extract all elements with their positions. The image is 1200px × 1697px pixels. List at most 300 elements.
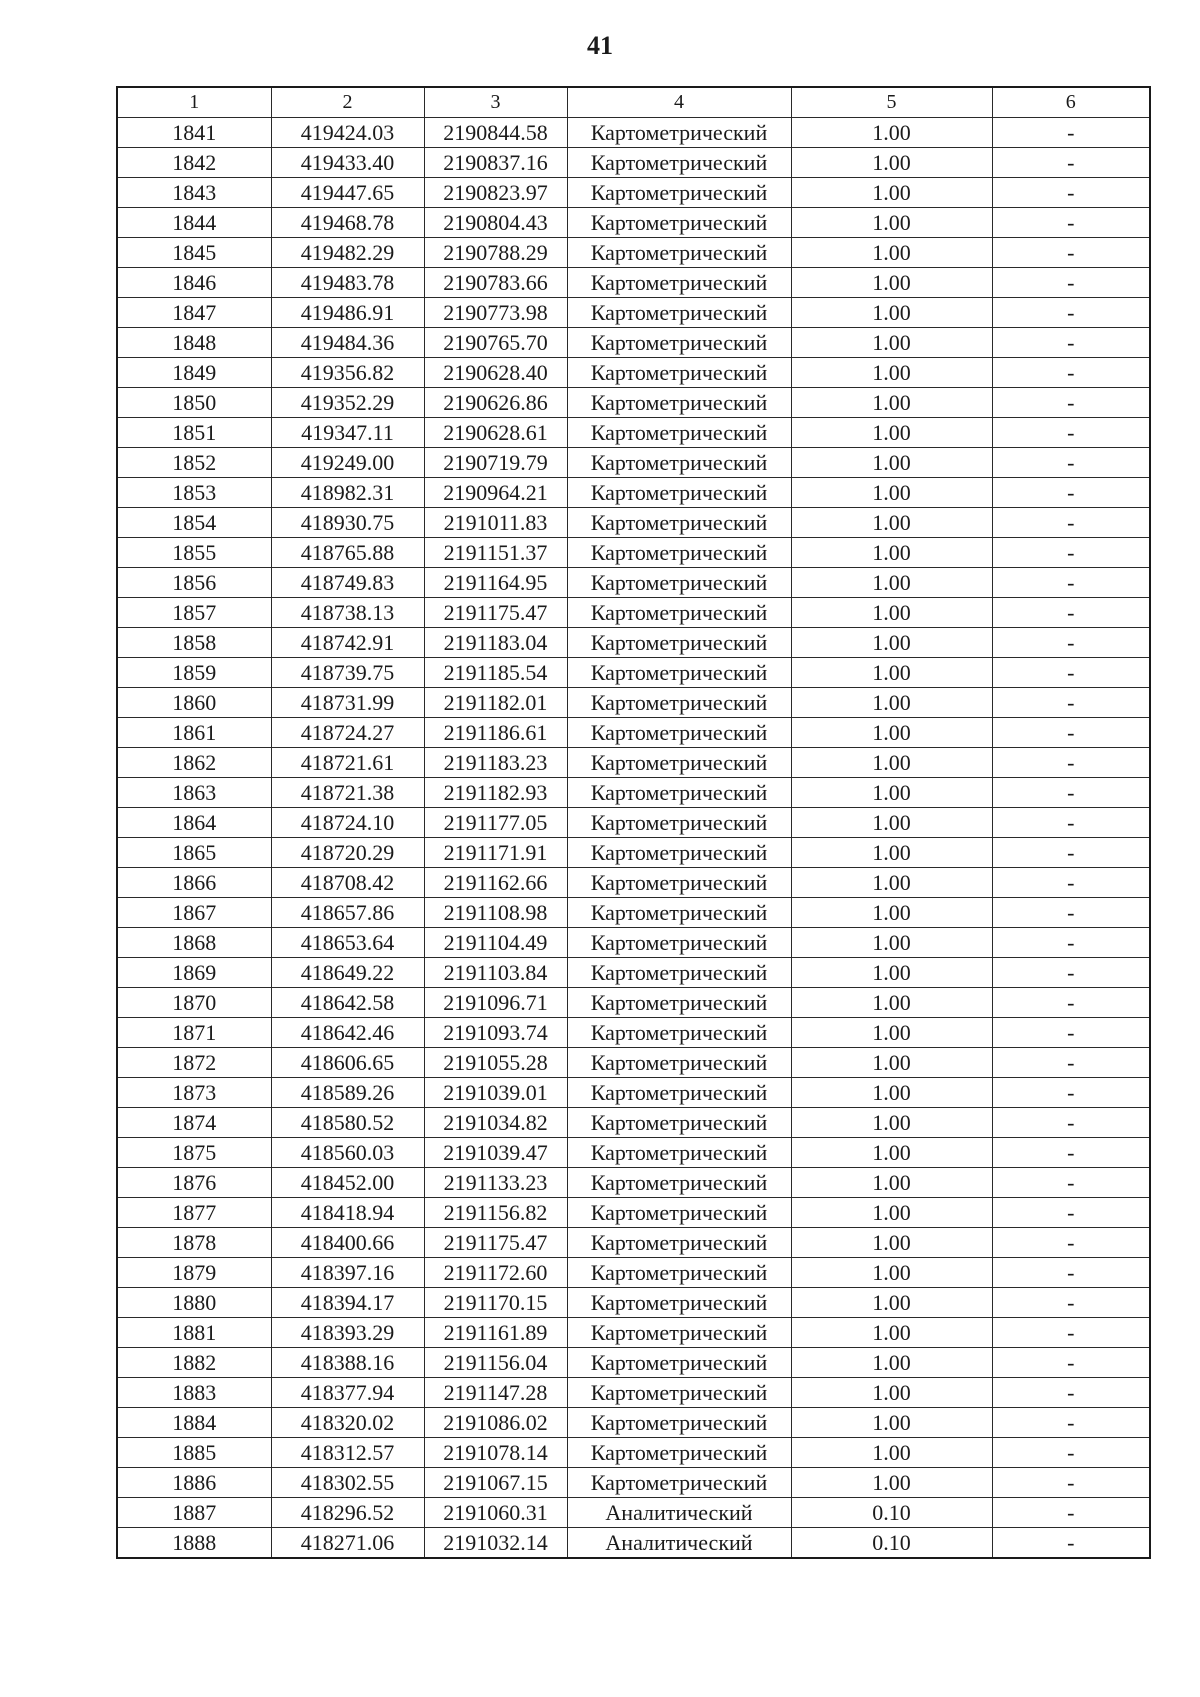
point-number-cell: 1850 <box>117 388 271 418</box>
method-cell: Картометрический <box>567 148 791 178</box>
point-number-cell: 1864 <box>117 808 271 838</box>
table-row <box>117 328 1150 358</box>
point-number-cell: 1857 <box>117 598 271 628</box>
table-row <box>117 628 1150 658</box>
table-row <box>117 1078 1150 1108</box>
note-cell: - <box>992 118 1150 148</box>
accuracy-cell: 1.00 <box>791 298 992 328</box>
x-coordinate-cell: 418418.94 <box>271 1198 424 1228</box>
x-coordinate-cell: 418765.88 <box>271 538 424 568</box>
y-coordinate-cell: 2190823.97 <box>424 178 567 208</box>
table-row <box>117 268 1150 298</box>
point-number-cell: 1881 <box>117 1318 271 1348</box>
table-row <box>117 448 1150 478</box>
table-row <box>117 388 1150 418</box>
x-coordinate-cell: 418930.75 <box>271 508 424 538</box>
point-number-cell: 1884 <box>117 1408 271 1438</box>
table-body <box>117 118 1150 1559</box>
x-coordinate-cell: 419433.40 <box>271 148 424 178</box>
point-number-cell: 1885 <box>117 1438 271 1468</box>
table-row <box>117 298 1150 328</box>
accuracy-cell: 1.00 <box>791 1078 992 1108</box>
method-cell: Картометрический <box>567 958 791 988</box>
accuracy-cell: 1.00 <box>791 118 992 148</box>
note-cell: - <box>992 928 1150 958</box>
x-coordinate-cell: 418589.26 <box>271 1078 424 1108</box>
note-cell: - <box>992 1378 1150 1408</box>
x-coordinate-cell: 418397.16 <box>271 1258 424 1288</box>
table-row <box>117 1168 1150 1198</box>
accuracy-cell: 1.00 <box>791 478 992 508</box>
table-row <box>117 1498 1150 1528</box>
table-row <box>117 1288 1150 1318</box>
x-coordinate-cell: 418377.94 <box>271 1378 424 1408</box>
method-cell: Картометрический <box>567 1198 791 1228</box>
table-row <box>117 718 1150 748</box>
y-coordinate-cell: 2191104.49 <box>424 928 567 958</box>
y-coordinate-cell: 2191151.37 <box>424 538 567 568</box>
table-row <box>117 568 1150 598</box>
accuracy-cell: 1.00 <box>791 1318 992 1348</box>
y-coordinate-cell: 2191067.15 <box>424 1468 567 1498</box>
method-cell: Картометрический <box>567 1168 791 1198</box>
accuracy-cell: 1.00 <box>791 1228 992 1258</box>
note-cell: - <box>992 418 1150 448</box>
point-number-cell: 1883 <box>117 1378 271 1408</box>
table-row <box>117 418 1150 448</box>
table-row <box>117 1468 1150 1498</box>
note-cell: - <box>992 1228 1150 1258</box>
x-coordinate-cell: 418657.86 <box>271 898 424 928</box>
note-cell: - <box>992 808 1150 838</box>
y-coordinate-cell: 2191060.31 <box>424 1498 567 1528</box>
point-number-cell: 1844 <box>117 208 271 238</box>
y-coordinate-cell: 2191175.47 <box>424 1228 567 1258</box>
accuracy-cell: 1.00 <box>791 688 992 718</box>
x-coordinate-cell: 419424.03 <box>271 118 424 148</box>
method-cell: Картометрический <box>567 358 791 388</box>
y-coordinate-cell: 2191055.28 <box>424 1048 567 1078</box>
note-cell: - <box>992 1018 1150 1048</box>
x-coordinate-cell: 418580.52 <box>271 1108 424 1138</box>
accuracy-cell: 1.00 <box>791 1348 992 1378</box>
note-cell: - <box>992 1408 1150 1438</box>
accuracy-cell: 1.00 <box>791 898 992 928</box>
x-coordinate-cell: 419484.36 <box>271 328 424 358</box>
point-number-cell: 1842 <box>117 148 271 178</box>
note-cell: - <box>992 628 1150 658</box>
x-coordinate-cell: 418982.31 <box>271 478 424 508</box>
table-row <box>117 1318 1150 1348</box>
y-coordinate-cell: 2191034.82 <box>424 1108 567 1138</box>
column-header: 1 <box>117 87 271 118</box>
table-row <box>117 208 1150 238</box>
method-cell: Картометрический <box>567 778 791 808</box>
method-cell: Картометрический <box>567 868 791 898</box>
y-coordinate-cell: 2191147.28 <box>424 1378 567 1408</box>
y-coordinate-cell: 2191103.84 <box>424 958 567 988</box>
point-number-cell: 1888 <box>117 1528 271 1559</box>
point-number-cell: 1847 <box>117 298 271 328</box>
note-cell: - <box>992 508 1150 538</box>
note-cell: - <box>992 718 1150 748</box>
table-row <box>117 598 1150 628</box>
note-cell: - <box>992 1318 1150 1348</box>
method-cell: Картометрический <box>567 1288 791 1318</box>
y-coordinate-cell: 2190844.58 <box>424 118 567 148</box>
method-cell: Картометрический <box>567 298 791 328</box>
y-coordinate-cell: 2191164.95 <box>424 568 567 598</box>
method-cell: Картометрический <box>567 1348 791 1378</box>
point-number-cell: 1882 <box>117 1348 271 1378</box>
x-coordinate-cell: 419482.29 <box>271 238 424 268</box>
point-number-cell: 1856 <box>117 568 271 598</box>
x-coordinate-cell: 418394.17 <box>271 1288 424 1318</box>
y-coordinate-cell: 2191086.02 <box>424 1408 567 1438</box>
point-number-cell: 1887 <box>117 1498 271 1528</box>
x-coordinate-cell: 419249.00 <box>271 448 424 478</box>
x-coordinate-cell: 418393.29 <box>271 1318 424 1348</box>
y-coordinate-cell: 2190765.70 <box>424 328 567 358</box>
point-number-cell: 1865 <box>117 838 271 868</box>
y-coordinate-cell: 2191078.14 <box>424 1438 567 1468</box>
method-cell: Картометрический <box>567 1138 791 1168</box>
table-row <box>117 1228 1150 1258</box>
accuracy-cell: 1.00 <box>791 1168 992 1198</box>
point-number-cell: 1880 <box>117 1288 271 1318</box>
point-number-cell: 1849 <box>117 358 271 388</box>
x-coordinate-cell: 418731.99 <box>271 688 424 718</box>
accuracy-cell: 1.00 <box>791 778 992 808</box>
note-cell: - <box>992 1108 1150 1138</box>
y-coordinate-cell: 2191011.83 <box>424 508 567 538</box>
note-cell: - <box>992 298 1150 328</box>
method-cell: Картометрический <box>567 1378 791 1408</box>
point-number-cell: 1848 <box>117 328 271 358</box>
note-cell: - <box>992 448 1150 478</box>
y-coordinate-cell: 2190837.16 <box>424 148 567 178</box>
y-coordinate-cell: 2191182.93 <box>424 778 567 808</box>
accuracy-cell: 0.10 <box>791 1498 992 1528</box>
x-coordinate-cell: 418320.02 <box>271 1408 424 1438</box>
note-cell: - <box>992 208 1150 238</box>
method-cell: Картометрический <box>567 238 791 268</box>
point-number-cell: 1871 <box>117 1018 271 1048</box>
x-coordinate-cell: 419347.11 <box>271 418 424 448</box>
note-cell: - <box>992 1168 1150 1198</box>
note-cell: - <box>992 238 1150 268</box>
accuracy-cell: 1.00 <box>791 268 992 298</box>
y-coordinate-cell: 2191096.71 <box>424 988 567 1018</box>
method-cell: Картометрический <box>567 1468 791 1498</box>
y-coordinate-cell: 2191171.91 <box>424 838 567 868</box>
y-coordinate-cell: 2190804.43 <box>424 208 567 238</box>
method-cell: Картометрический <box>567 508 791 538</box>
table-row <box>117 838 1150 868</box>
accuracy-cell: 1.00 <box>791 1468 992 1498</box>
x-coordinate-cell: 418653.64 <box>271 928 424 958</box>
point-number-cell: 1886 <box>117 1468 271 1498</box>
table-row <box>117 1438 1150 1468</box>
accuracy-cell: 1.00 <box>791 748 992 778</box>
accuracy-cell: 1.00 <box>791 808 992 838</box>
x-coordinate-cell: 418649.22 <box>271 958 424 988</box>
page-number: 41 <box>587 31 613 60</box>
method-cell: Картометрический <box>567 928 791 958</box>
accuracy-cell: 1.00 <box>791 658 992 688</box>
point-number-cell: 1872 <box>117 1048 271 1078</box>
point-number-cell: 1862 <box>117 748 271 778</box>
note-cell: - <box>992 1258 1150 1288</box>
y-coordinate-cell: 2191161.89 <box>424 1318 567 1348</box>
x-coordinate-cell: 418739.75 <box>271 658 424 688</box>
accuracy-cell: 1.00 <box>791 988 992 1018</box>
accuracy-cell: 1.00 <box>791 1258 992 1288</box>
accuracy-cell: 0.10 <box>791 1528 992 1559</box>
point-number-cell: 1867 <box>117 898 271 928</box>
method-cell: Картометрический <box>567 1438 791 1468</box>
coordinates-table <box>116 86 1151 1559</box>
column-header: 6 <box>992 87 1150 118</box>
method-cell: Картометрический <box>567 988 791 1018</box>
accuracy-cell: 1.00 <box>791 1048 992 1078</box>
table-row <box>117 778 1150 808</box>
note-cell: - <box>992 1528 1150 1559</box>
accuracy-cell: 1.00 <box>791 238 992 268</box>
table-row <box>117 1018 1150 1048</box>
method-cell: Картометрический <box>567 448 791 478</box>
method-cell: Картометрический <box>567 118 791 148</box>
x-coordinate-cell: 418642.46 <box>271 1018 424 1048</box>
table-row <box>117 688 1150 718</box>
y-coordinate-cell: 2191186.61 <box>424 718 567 748</box>
y-coordinate-cell: 2190964.21 <box>424 478 567 508</box>
table-row <box>117 1528 1150 1559</box>
y-coordinate-cell: 2191156.82 <box>424 1198 567 1228</box>
x-coordinate-cell: 418721.38 <box>271 778 424 808</box>
method-cell: Картометрический <box>567 418 791 448</box>
table-row <box>117 148 1150 178</box>
note-cell: - <box>992 538 1150 568</box>
x-coordinate-cell: 418742.91 <box>271 628 424 658</box>
method-cell: Картометрический <box>567 1048 791 1078</box>
method-cell: Картометрический <box>567 1108 791 1138</box>
table-row <box>117 478 1150 508</box>
column-header: 3 <box>424 87 567 118</box>
point-number-cell: 1869 <box>117 958 271 988</box>
note-cell: - <box>992 1468 1150 1498</box>
table-row <box>117 868 1150 898</box>
accuracy-cell: 1.00 <box>791 418 992 448</box>
y-coordinate-cell: 2191039.47 <box>424 1138 567 1168</box>
accuracy-cell: 1.00 <box>791 388 992 418</box>
y-coordinate-cell: 2191156.04 <box>424 1348 567 1378</box>
y-coordinate-cell: 2191039.01 <box>424 1078 567 1108</box>
accuracy-cell: 1.00 <box>791 538 992 568</box>
point-number-cell: 1854 <box>117 508 271 538</box>
method-cell: Картометрический <box>567 268 791 298</box>
point-number-cell: 1866 <box>117 868 271 898</box>
point-number-cell: 1846 <box>117 268 271 298</box>
accuracy-cell: 1.00 <box>791 1438 992 1468</box>
point-number-cell: 1870 <box>117 988 271 1018</box>
point-number-cell: 1873 <box>117 1078 271 1108</box>
point-number-cell: 1875 <box>117 1138 271 1168</box>
table-row <box>117 988 1150 1018</box>
note-cell: - <box>992 1048 1150 1078</box>
table-row <box>117 508 1150 538</box>
x-coordinate-cell: 419468.78 <box>271 208 424 238</box>
point-number-cell: 1876 <box>117 1168 271 1198</box>
note-cell: - <box>992 1348 1150 1378</box>
accuracy-cell: 1.00 <box>791 1018 992 1048</box>
note-cell: - <box>992 178 1150 208</box>
table-row <box>117 1198 1150 1228</box>
note-cell: - <box>992 358 1150 388</box>
accuracy-cell: 1.00 <box>791 568 992 598</box>
x-coordinate-cell: 418302.55 <box>271 1468 424 1498</box>
note-cell: - <box>992 688 1150 718</box>
x-coordinate-cell: 419447.65 <box>271 178 424 208</box>
accuracy-cell: 1.00 <box>791 448 992 478</box>
method-cell: Картометрический <box>567 388 791 418</box>
y-coordinate-cell: 2191182.01 <box>424 688 567 718</box>
note-cell: - <box>992 328 1150 358</box>
method-cell: Аналитический <box>567 1498 791 1528</box>
y-coordinate-cell: 2190719.79 <box>424 448 567 478</box>
x-coordinate-cell: 418724.27 <box>271 718 424 748</box>
x-coordinate-cell: 418720.29 <box>271 838 424 868</box>
y-coordinate-cell: 2190783.66 <box>424 268 567 298</box>
accuracy-cell: 1.00 <box>791 1288 992 1318</box>
x-coordinate-cell: 418606.65 <box>271 1048 424 1078</box>
table-row <box>117 958 1150 988</box>
accuracy-cell: 1.00 <box>791 628 992 658</box>
note-cell: - <box>992 838 1150 868</box>
table-row <box>117 808 1150 838</box>
accuracy-cell: 1.00 <box>791 928 992 958</box>
y-coordinate-cell: 2191133.23 <box>424 1168 567 1198</box>
accuracy-cell: 1.00 <box>791 358 992 388</box>
column-header: 5 <box>791 87 992 118</box>
y-coordinate-cell: 2191032.14 <box>424 1528 567 1559</box>
header-row <box>117 87 1150 118</box>
table-row <box>117 1348 1150 1378</box>
note-cell: - <box>992 658 1150 688</box>
method-cell: Картометрический <box>567 1258 791 1288</box>
y-coordinate-cell: 2191185.54 <box>424 658 567 688</box>
method-cell: Картометрический <box>567 1078 791 1108</box>
note-cell: - <box>992 1498 1150 1528</box>
note-cell: - <box>992 1138 1150 1168</box>
table-row <box>117 358 1150 388</box>
method-cell: Картометрический <box>567 718 791 748</box>
x-coordinate-cell: 418296.52 <box>271 1498 424 1528</box>
note-cell: - <box>992 1198 1150 1228</box>
note-cell: - <box>992 478 1150 508</box>
method-cell: Картометрический <box>567 328 791 358</box>
accuracy-cell: 1.00 <box>791 1378 992 1408</box>
table-row <box>117 898 1150 928</box>
x-coordinate-cell: 418271.06 <box>271 1528 424 1559</box>
accuracy-cell: 1.00 <box>791 958 992 988</box>
point-number-cell: 1853 <box>117 478 271 508</box>
y-coordinate-cell: 2191162.66 <box>424 868 567 898</box>
note-cell: - <box>992 1078 1150 1108</box>
method-cell: Картометрический <box>567 808 791 838</box>
x-coordinate-cell: 418738.13 <box>271 598 424 628</box>
column-header: 4 <box>567 87 791 118</box>
method-cell: Картометрический <box>567 1018 791 1048</box>
point-number-cell: 1841 <box>117 118 271 148</box>
point-number-cell: 1845 <box>117 238 271 268</box>
method-cell: Картометрический <box>567 1408 791 1438</box>
method-cell: Картометрический <box>567 838 791 868</box>
table-row <box>117 658 1150 688</box>
accuracy-cell: 1.00 <box>791 1138 992 1168</box>
x-coordinate-cell: 418749.83 <box>271 568 424 598</box>
method-cell: Картометрический <box>567 478 791 508</box>
accuracy-cell: 1.00 <box>791 598 992 628</box>
note-cell: - <box>992 148 1150 178</box>
point-number-cell: 1877 <box>117 1198 271 1228</box>
table-row <box>117 1138 1150 1168</box>
accuracy-cell: 1.00 <box>791 328 992 358</box>
table-row <box>117 1258 1150 1288</box>
accuracy-cell: 1.00 <box>791 868 992 898</box>
point-number-cell: 1879 <box>117 1258 271 1288</box>
table-row <box>117 118 1150 148</box>
accuracy-cell: 1.00 <box>791 1108 992 1138</box>
method-cell: Аналитический <box>567 1528 791 1559</box>
point-number-cell: 1868 <box>117 928 271 958</box>
table-row <box>117 1378 1150 1408</box>
method-cell: Картометрический <box>567 688 791 718</box>
point-number-cell: 1858 <box>117 628 271 658</box>
note-cell: - <box>992 598 1150 628</box>
method-cell: Картометрический <box>567 598 791 628</box>
table-row <box>117 1408 1150 1438</box>
method-cell: Картометрический <box>567 658 791 688</box>
y-coordinate-cell: 2191093.74 <box>424 1018 567 1048</box>
note-cell: - <box>992 568 1150 598</box>
accuracy-cell: 1.00 <box>791 508 992 538</box>
y-coordinate-cell: 2191183.23 <box>424 748 567 778</box>
point-number-cell: 1878 <box>117 1228 271 1258</box>
x-coordinate-cell: 418708.42 <box>271 868 424 898</box>
accuracy-cell: 1.00 <box>791 148 992 178</box>
note-cell: - <box>992 778 1150 808</box>
x-coordinate-cell: 419483.78 <box>271 268 424 298</box>
table-row <box>117 538 1150 568</box>
table-row <box>117 178 1150 208</box>
method-cell: Картометрический <box>567 628 791 658</box>
table-row <box>117 748 1150 778</box>
note-cell: - <box>992 898 1150 928</box>
x-coordinate-cell: 418312.57 <box>271 1438 424 1468</box>
y-coordinate-cell: 2190628.40 <box>424 358 567 388</box>
point-number-cell: 1843 <box>117 178 271 208</box>
x-coordinate-cell: 419486.91 <box>271 298 424 328</box>
table-row <box>117 238 1150 268</box>
y-coordinate-cell: 2190788.29 <box>424 238 567 268</box>
method-cell: Картометрический <box>567 1318 791 1348</box>
note-cell: - <box>992 268 1150 298</box>
accuracy-cell: 1.00 <box>791 178 992 208</box>
note-cell: - <box>992 868 1150 898</box>
point-number-cell: 1855 <box>117 538 271 568</box>
point-number-cell: 1874 <box>117 1108 271 1138</box>
